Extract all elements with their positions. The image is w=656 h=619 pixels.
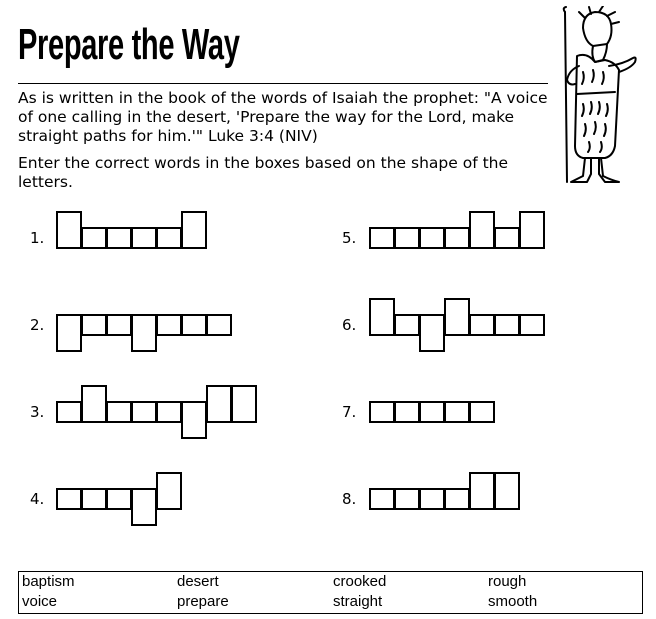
puzzle-number: 5.: [342, 229, 357, 247]
word-bank-item: smooth: [488, 593, 538, 610]
word-bank-item: voice: [22, 593, 58, 610]
page-title: Prepare the Way: [18, 20, 240, 69]
letter-box[interactable]: [369, 401, 395, 423]
letter-box[interactable]: [494, 314, 520, 336]
letter-box[interactable]: [369, 488, 395, 510]
letter-box[interactable]: [81, 227, 107, 249]
letter-box[interactable]: [394, 401, 420, 423]
word-bank-item: straight: [333, 593, 383, 610]
letter-box[interactable]: [181, 401, 207, 439]
letter-box[interactable]: [519, 314, 545, 336]
letter-box[interactable]: [106, 314, 132, 336]
letter-box[interactable]: [494, 227, 520, 249]
word-bank-item: rough: [488, 573, 527, 590]
letter-box[interactable]: [206, 385, 232, 423]
letter-box[interactable]: [131, 401, 157, 423]
letter-box[interactable]: [81, 314, 107, 336]
letter-box[interactable]: [444, 298, 470, 336]
letter-box[interactable]: [419, 314, 445, 352]
letter-box[interactable]: [231, 385, 257, 423]
letter-box[interactable]: [419, 488, 445, 510]
puzzle-number: 7.: [342, 403, 357, 421]
puzzle-number: 8.: [342, 490, 357, 508]
word-bank-item: baptism: [22, 573, 75, 590]
letter-box[interactable]: [181, 211, 207, 249]
puzzle-number: 4.: [30, 490, 45, 508]
letter-box[interactable]: [394, 488, 420, 510]
letter-box[interactable]: [494, 472, 520, 510]
word-bank-item: crooked: [333, 573, 387, 590]
letter-box[interactable]: [81, 385, 107, 423]
letter-box[interactable]: [156, 227, 182, 249]
puzzle-number: 3.: [30, 403, 45, 421]
letter-box[interactable]: [56, 401, 82, 423]
title-divider: [18, 83, 548, 84]
letter-box[interactable]: [131, 227, 157, 249]
instructions-text: Enter the correct words in the boxes based on the shape of the letters.: [18, 154, 509, 191]
letter-box[interactable]: [469, 472, 495, 510]
letter-box[interactable]: [444, 401, 470, 423]
letter-box[interactable]: [156, 401, 182, 423]
puzzle-number: 1.: [30, 229, 45, 247]
letter-box[interactable]: [469, 314, 495, 336]
letter-box[interactable]: [131, 314, 157, 352]
letter-box[interactable]: [81, 488, 107, 510]
letter-box[interactable]: [419, 227, 445, 249]
letter-box[interactable]: [469, 211, 495, 249]
letter-box[interactable]: [206, 314, 232, 336]
letter-box[interactable]: [106, 227, 132, 249]
letter-box[interactable]: [394, 227, 420, 249]
puzzle-number: 2.: [30, 316, 45, 334]
letter-box[interactable]: [369, 227, 395, 249]
word-bank: [18, 571, 643, 614]
letter-box[interactable]: [181, 314, 207, 336]
puzzle-number: 6.: [342, 316, 357, 334]
letter-box[interactable]: [106, 488, 132, 510]
letter-box[interactable]: [444, 488, 470, 510]
letter-box[interactable]: [519, 211, 545, 249]
letter-box[interactable]: [469, 401, 495, 423]
letter-box[interactable]: [56, 314, 82, 352]
prophet-figure-icon: [553, 6, 641, 186]
verse-text: As is written in the book of the words of Isaiah the prophet: "A voice of one calling in the desert, 'Prepare the way for the Lord, make straight paths for him.'" Luke 3:4 (NIV): [18, 89, 548, 145]
letter-box[interactable]: [156, 472, 182, 510]
letter-box[interactable]: [131, 488, 157, 526]
letter-box[interactable]: [444, 227, 470, 249]
word-bank-item: prepare: [177, 593, 229, 610]
letter-box[interactable]: [369, 298, 395, 336]
letter-box[interactable]: [419, 401, 445, 423]
letter-box[interactable]: [106, 401, 132, 423]
letter-box[interactable]: [394, 314, 420, 336]
letter-box[interactable]: [56, 211, 82, 249]
letter-box[interactable]: [156, 314, 182, 336]
word-bank-item: desert: [177, 573, 219, 590]
letter-box[interactable]: [56, 488, 82, 510]
